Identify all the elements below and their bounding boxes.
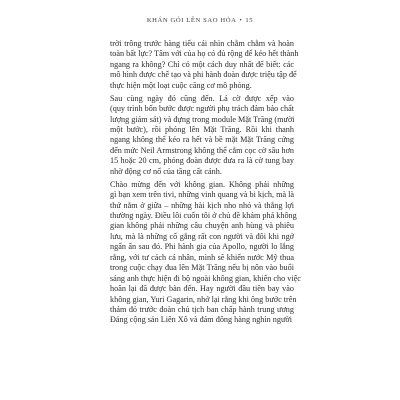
running-title: KHÁN GÓI LÊN SAO HỎA bbox=[146, 17, 237, 24]
text-line: đến mức Neil Armstrong không thể cắm cọc cờ sâu hơn bbox=[110, 145, 294, 155]
text-line: thứ nằm ở giữa – những hài kịch nho nhỏ và thắng lợi bbox=[110, 200, 294, 210]
text-line: thảm đỏ trước đoàn chủ tịch ban chấp hành trung ương bbox=[110, 304, 294, 314]
text-line: gian không phải những câu chuyện anh hùng và phiêu bbox=[110, 221, 294, 231]
text-line: một bước), rồi phóng lên Mặt Trăng. Rồi khi thanh bbox=[110, 125, 294, 134]
body-text bbox=[110, 39, 301, 328]
text-line: Đảng cộng sản Liên Xô và đám đông hàng nghìn người bbox=[110, 315, 293, 325]
text-line: (quy trình bốn bước được người phụ trách đảm bảo chất bbox=[110, 104, 294, 114]
text-line: trong cuộc chạy đua lên Mặt Trăng nếu bị nôn vào buổi bbox=[110, 263, 294, 273]
text-line: nhờ động cơ nổ của tầng cất cánh. bbox=[110, 166, 222, 176]
text-line: gì bạn xem trên tivi, những vinh quang và bi kịch, mà là bbox=[110, 190, 295, 200]
text-line: 15 hoặc 20 cm, phóng đoàn được đưa ra là cờ tung bay bbox=[110, 156, 294, 166]
text-line: thực hiện một loạt cuộc căng cơ mô phỏng. bbox=[110, 80, 252, 90]
text-line: thường ngày. Điều lôi cuốn tôi ở chủ đề khám phá không bbox=[110, 211, 297, 220]
text-line: lưu, mà là những cố gắng rất con người và đôi khi ngớ bbox=[110, 231, 294, 241]
text-line: trời trông trước hàng tiếu cái nhìn chằm chằm và hoàn bbox=[110, 39, 294, 48]
text-line: hoãn lại đã được bàn đến. Hay người đầu tiên bay vào bbox=[110, 284, 294, 294]
text-line: ngang ra không? Chỉ có một cách duy nhất để biết: các bbox=[110, 59, 294, 69]
text-line: lượng giám sát) và đựng trong module Mặt Trăng (mười bbox=[110, 114, 295, 124]
page-number: 15 bbox=[245, 17, 254, 24]
text-line: rằng, với tư cách cá nhân, mình sẽ khiến nước Mỹ thua bbox=[110, 252, 294, 262]
text-line: toàn bất lực? Tâm với của họ có đủ rộng để kéo hết thành bbox=[110, 49, 299, 59]
text-line: Chào mừng đến với không gian. Không phải những bbox=[110, 179, 294, 189]
running-header bbox=[0, 17, 400, 24]
paragraph bbox=[110, 179, 301, 326]
paragraph bbox=[110, 39, 299, 91]
header-separator: • bbox=[239, 17, 243, 24]
text-line: không gian, Yuri Gagarin, nhớ lại rằng khi ông bước trên bbox=[110, 294, 297, 304]
text-line: Sau cùng ngày đó cũng đến. Lá cờ được xếp vào bbox=[110, 93, 294, 103]
text-line: ngang không thể kéo ra hết và bề mặt Mặt Trăng cứng bbox=[110, 135, 294, 145]
text-line: mô hình được chế tạo và phi hành đoàn được triệu tập để bbox=[110, 70, 297, 80]
paragraph bbox=[110, 94, 294, 178]
text-line: sáng anh thực hiện đi bộ ngoài không gian, khiến cho việc bbox=[110, 273, 301, 283]
text-line: ngẩn ẩn sau đó. Phi hành gia của Apollo, người lo lắng bbox=[110, 242, 294, 252]
